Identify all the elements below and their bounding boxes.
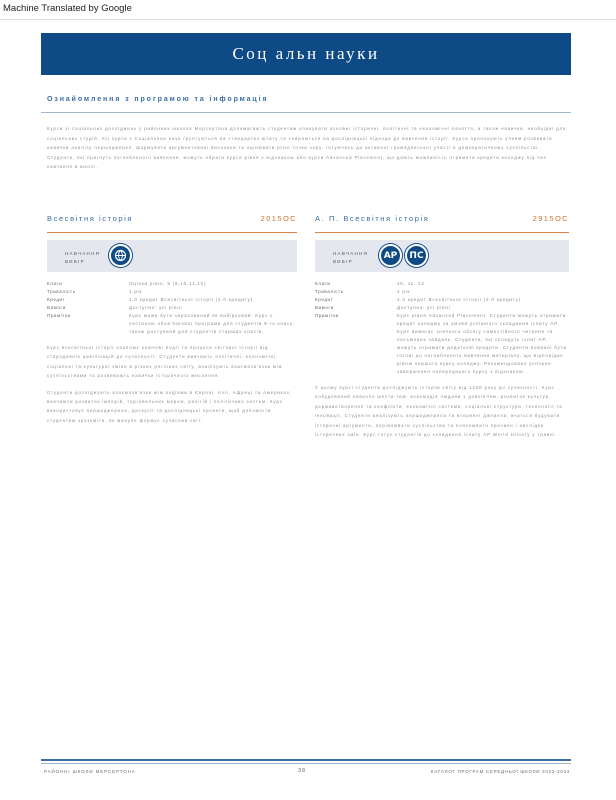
machine-translation-bar [0, 0, 616, 20]
intro-paragraph: Курси зі соціальних досліджень у районних школах Мерсертона допомагають студентам опанувати основні історичні, політичні та економічні поняття, а також навички, необхідні для соціальних студій. Усі курси з Соціальних наук ґрунтуються на стандартах штату та спираються на дослідницькі підходи до вивчення історії. Курси пропонують учням розвивати навички аналізу першоджерел, формувати аргументовані висновки та оцінювати різні точки зору, готуючись до активної громадянської участі в демократичному суспільстві. Студенти, які прагнуть поглибленого вивчення, можуть обрати курси рівня з відзнакою або курси Advanced Placement, що дають можливість отримати кредити коледжу під час навчання в школі. [47, 126, 567, 169]
intro-divider [41, 112, 571, 113]
intro-heading: Ознайомлення з програмою та інформація [47, 96, 269, 103]
footer-divider-thin [41, 763, 571, 764]
course-header [315, 214, 569, 232]
course-title: А. П. Всесвітня історія [315, 214, 430, 223]
course-description: Студенти досліджують взаємозв'язки між подіями в Європі, Азії, Африці та Америках, вивчаючи розвиток імперій, торговельних мереж, релігій і політичних систем. Курс використовує першоджерела, дискусії та дослідницькі проекти, щоб допомогти студентам зрозуміти, як минуле формує сучасний світ. [47, 389, 292, 423]
course-info [47, 280, 297, 336]
info-key: Примітки [47, 313, 71, 318]
badge-label: НАВЧАННЯ ВИБІР [333, 251, 369, 264]
info-value: 1 рік [129, 289, 143, 294]
course-badge-box [315, 240, 569, 272]
info-value: 1.0 кредит Всесвітньої історії (2.0 кредиту) [129, 297, 253, 302]
info-key: Кредит [315, 297, 334, 302]
badge-icons [379, 244, 428, 267]
badge-label: НАВЧАННЯ ВИБІР [65, 251, 101, 264]
section-banner [41, 33, 571, 75]
course-divider [315, 232, 569, 233]
course-description: Курс всесвітньої історії охоплює ключові події та процеси світової історії від стародавніх цивілізацій до сучасності. Студенти вивчають політичні, економічні, соціальні та культурні зміни в різних регіонах світу, аналізують взаємозв'язки між суспільствами та розвивають навички історичного мислення. [47, 345, 283, 379]
globe-icon [109, 244, 132, 267]
course-ap-world-history [315, 214, 569, 439]
course-description: У цьому курсі студенти досліджують історію світу від 1200 року до сучасності. Курс побудований навколо шести тем: взаємодія людини з довкіллям, розвиток культур, державотворення та конфлікти, економічні системи, соціальні структури, технології та інновації. Студенти аналізують першоджерела та вторинні джерела, вчаться будувати історичні аргументи, порівнювати суспільства та пояснювати причини і наслідки історичних змін. Курс готує студентів до складання іспиту AP World History у травні. [315, 385, 563, 438]
badge-icons [109, 244, 132, 267]
info-value: Курс рівня Advanced Placement. Студенти можуть отримати кредит коледжу за умови успішного складання іспиту AP. Курс вимагає значного обсягу самостійного читання та письмових завдань. Студенти, які складуть іспит AP, можуть отримати додаткові кредити. Студенти повинні бути готові до поглибленого вивчення матеріалу, що відповідає рівню першого курсу коледжу. Рекомендовано успішне завершення попереднього курсу з відзнакою. [397, 313, 567, 374]
info-value: Доступно: усі рівні [397, 305, 451, 310]
machine-translated-label: Machine Translated by Google [3, 3, 132, 14]
page-title: Соц альн науки [232, 44, 380, 63]
info-value: Курс може бути зарахований як вибірковий. Курс є частиною обов'язкової програми для студентів 9-го класу; також доступний для студентів старших класів. [129, 313, 296, 334]
course-world-history [47, 214, 297, 425]
info-value: Доступно: усі рівні [129, 305, 183, 310]
honors-icon: ПС [405, 244, 428, 267]
course-info [315, 280, 569, 376]
footer-divider [41, 759, 571, 761]
info-key: Класи [315, 281, 331, 286]
info-key: Класи [47, 281, 63, 286]
footer-catalog: КАТАЛОГ ПРОГРАМ СЕРЕДНЬОЇ ШКОЛИ 2023-2024 [430, 769, 570, 774]
info-key: Вимоги [315, 305, 334, 310]
info-value: 1 рік [397, 289, 411, 294]
info-key: Примітки [315, 313, 339, 318]
page-number: 38 [298, 768, 307, 774]
info-key: Тривалість [47, 289, 76, 294]
course-header [47, 214, 297, 232]
info-value: 1.0 кредит Всесвітньої історії (2.0 кредиту) [397, 297, 521, 302]
info-key: Тривалість [315, 289, 344, 294]
info-key: Кредит [47, 297, 66, 302]
course-code: 2915OC [532, 214, 569, 223]
info-value: 10, 11, 12 [397, 281, 425, 286]
ap-icon: АР [379, 244, 402, 267]
course-divider [47, 232, 297, 233]
info-key: Вимоги [47, 305, 66, 310]
info-value: Оцінки рівні: 9 (9,10,11,12) [129, 281, 207, 286]
course-badge-box [47, 240, 297, 272]
course-code: 2015OC [260, 214, 297, 223]
course-title: Всесвітня історія [47, 214, 134, 223]
footer-school: РАЙОННІ ШКОЛИ МЕРСЕРТОНА [44, 769, 136, 774]
